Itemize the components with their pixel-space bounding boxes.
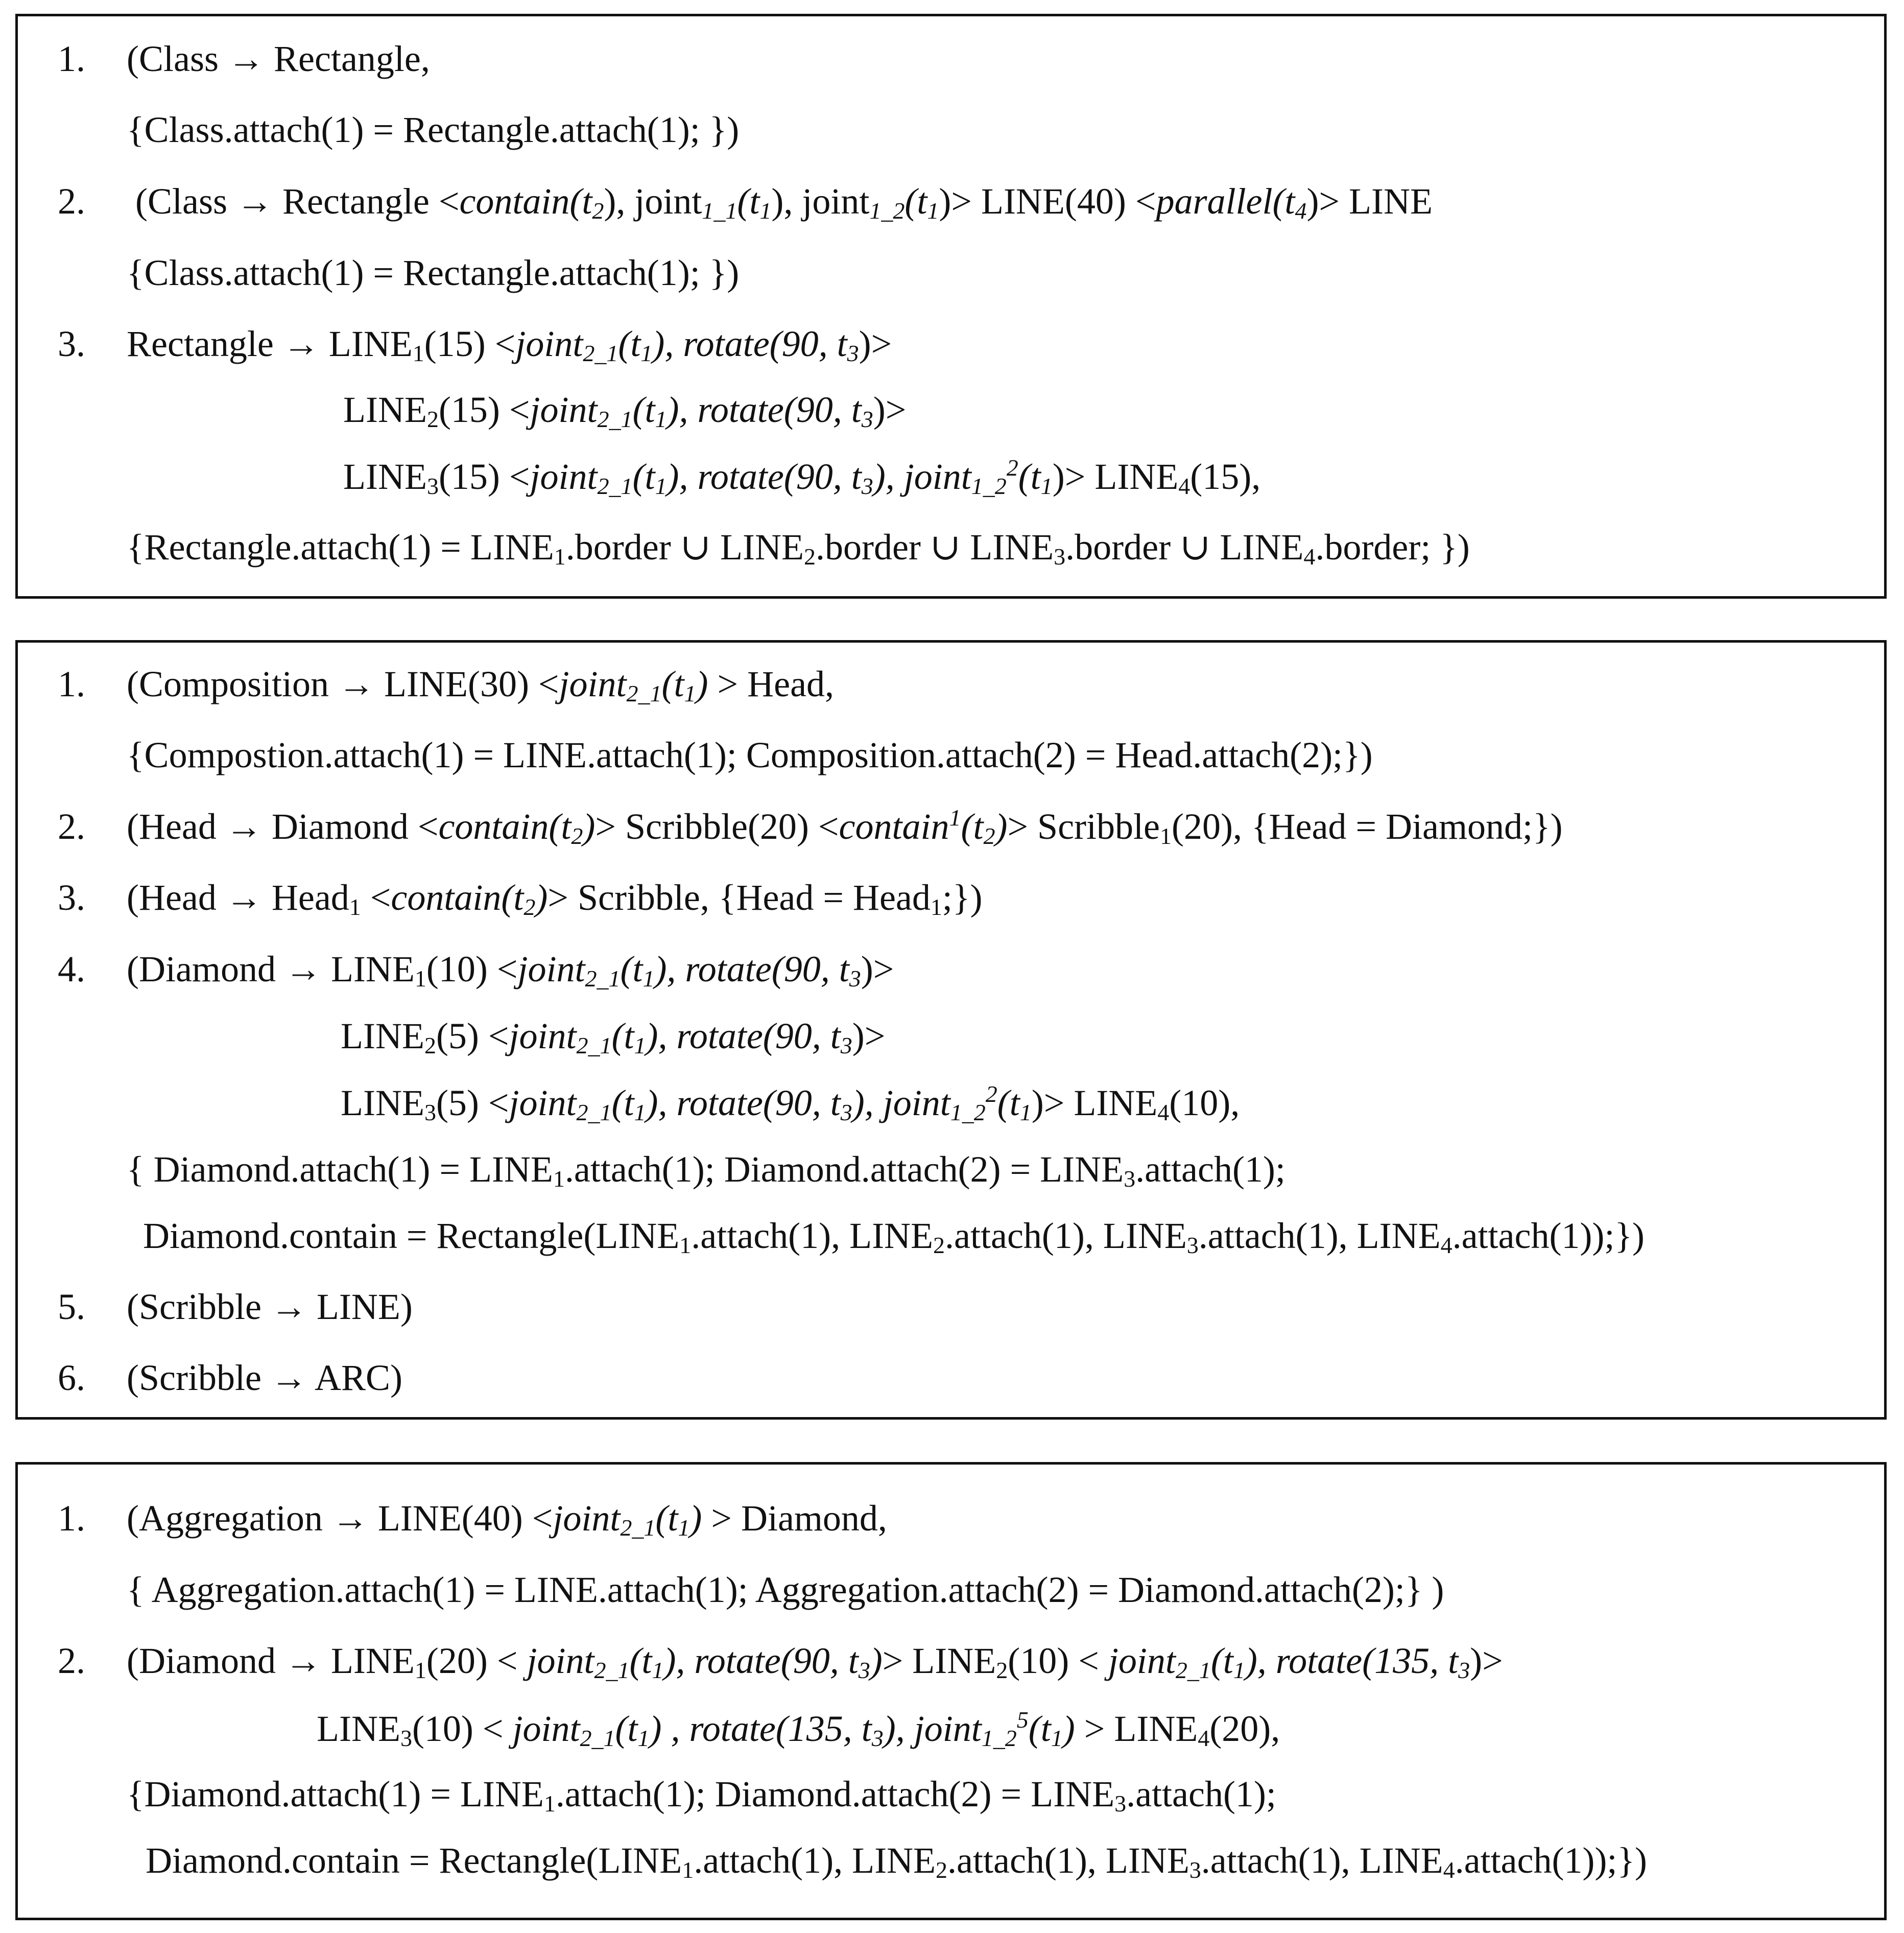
rule-text: (Class → Rectangle $<contain(t_2)$, $joint_{1\_1}(t_1)$, $joint_{1\_2}(t_1)>$ LINE(40) $<parallel(t_4)>$ LINE: [135, 181, 1433, 224]
rule-number: 2.: [58, 181, 85, 222]
rule-text: (Scribble → LINE): [127, 1286, 413, 1327]
rule-text: { Aggregation.attach(1) = LINE.attach(1); Aggregation.attach(2) = Diamond.attach(2);} ): [127, 1569, 1444, 1610]
rule-text: $LINE_3(10)$ < $joint_{2\_1}(t_1)$ , rotate(135, $t_3$), $joint_{1\_2}^5(t_1)$ > $LINE_4(20)$,: [317, 1707, 1280, 1751]
rule-text: (Diamond → $LINE_1(10)$ $<joint_{2\_1}(t_1)$, rotate(90, $t_3)>$: [127, 949, 894, 992]
rule-number: 4.: [58, 949, 85, 989]
rule-text: {Class.attach(1) = Rectangle.attach(1); }): [127, 109, 740, 150]
rule-text: (Composition → LINE(30) $<joint_{2\_1}(t_1)$ > Head,: [127, 664, 835, 706]
rule-text: Diamond.contain = $Rectangle(LINE_1.attach(1)$, $LINE_2.attach(1)$, $LINE_3.attach(1)$, $LINE_4.attach(1)$);}): [146, 1840, 1647, 1883]
rule-number: 3.: [58, 323, 85, 364]
rule-text: Rectangle → $LINE_1(15)$ $<joint_{2\_1}(t_1)$, rotate(90, $t_3)>$: [127, 323, 892, 366]
rule-text: (Aggregation → LINE(40) $<joint_{2\_1}(t_1)$ > Diamond,: [127, 1498, 887, 1541]
rule-number: 1.: [58, 1498, 85, 1539]
rule-text: {Compostion.attach(1) = LINE.attach(1); Composition.attach(2) = Head.attach(2);}): [127, 735, 1373, 775]
grammar-box-class: [15, 14, 1887, 599]
rule-text: Diamond.contain = $Rectangle(LINE_1.attach(1)$, $LINE_2.attach(1)$, $LINE_3.attach(1)$, $LINE_4.attach(1)$);}): [143, 1215, 1645, 1258]
rule-text: $LINE_3(5)$ $<joint_{2\_1}(t_1)$, rotate(90, $t_3$), $joint_{1\_2}^2(t_1)>$ $LINE_4(10)$,: [341, 1081, 1240, 1125]
rule-number: 1.: [58, 38, 85, 79]
rule-number: 2.: [58, 1640, 85, 1681]
rule-text: (Scribble → ARC): [127, 1357, 402, 1398]
rule-text: $LINE_3(15)$ $<joint_{2\_1}(t_1)$, rotate(90, $t_3$), $joint_{1\_2}^2(t_1)>$ $LINE_4(15)$,: [343, 455, 1261, 499]
rule-number: 2.: [58, 806, 85, 847]
grammar-box-composition: [15, 640, 1887, 1420]
rule-number: 1.: [58, 664, 85, 704]
rule-text: $LINE_2(15)$ $<joint_{2\_1}(t_1)$, rotate(90, $t_3)>$: [343, 389, 907, 432]
rule-text: {Rectangle.attach(1) = $LINE_1.border$ ∪ $LINE_2.border$ ∪ $LINE_3.border$ ∪ $LINE_4.border$; }): [127, 527, 1470, 570]
rule-text: (Head → Diamond $<contain(t_2)>$ Scribble(20) $<contain^1(t_2)>$ Scribble$_1$(20), {Head = Diamond;}): [127, 805, 1563, 849]
rule-number: 3.: [58, 877, 85, 918]
rule-text: (Diamond → $LINE_1(20)$ < $joint_{2\_1}(t_1)$, rotate(90, $t_3)>$ $LINE_2(10)$ < $joint_{2\_1}(t_1)$, rotate(135, $t_3)>$: [127, 1640, 1503, 1683]
rule-number: 6.: [58, 1357, 85, 1398]
rule-text: { Diamond.attach(1) = $LINE_1.attach(1)$; Diamond.attach(2) = $LINE_3.attach(1)$;: [127, 1149, 1286, 1192]
rule-number: 5.: [58, 1286, 85, 1327]
grammar-box-aggregation: [15, 1462, 1887, 1920]
rule-text: (Head → Head$_1$ $<contain(t_2)>$ Scribble, {Head = Head$_1$;}): [127, 877, 983, 920]
rule-text: {Class.attach(1) = Rectangle.attach(1); }): [127, 252, 740, 293]
rule-text: {Diamond.attach(1) = $LINE_1.attach(1)$; Diamond.attach(2) = $LINE_3.attach(1)$;: [127, 1774, 1276, 1817]
rule-text: $LINE_2(5)$ $<joint_{2\_1}(t_1)$, rotate(90, $t_3)>$: [341, 1016, 886, 1058]
rule-text: (Class → Rectangle,: [127, 38, 430, 79]
